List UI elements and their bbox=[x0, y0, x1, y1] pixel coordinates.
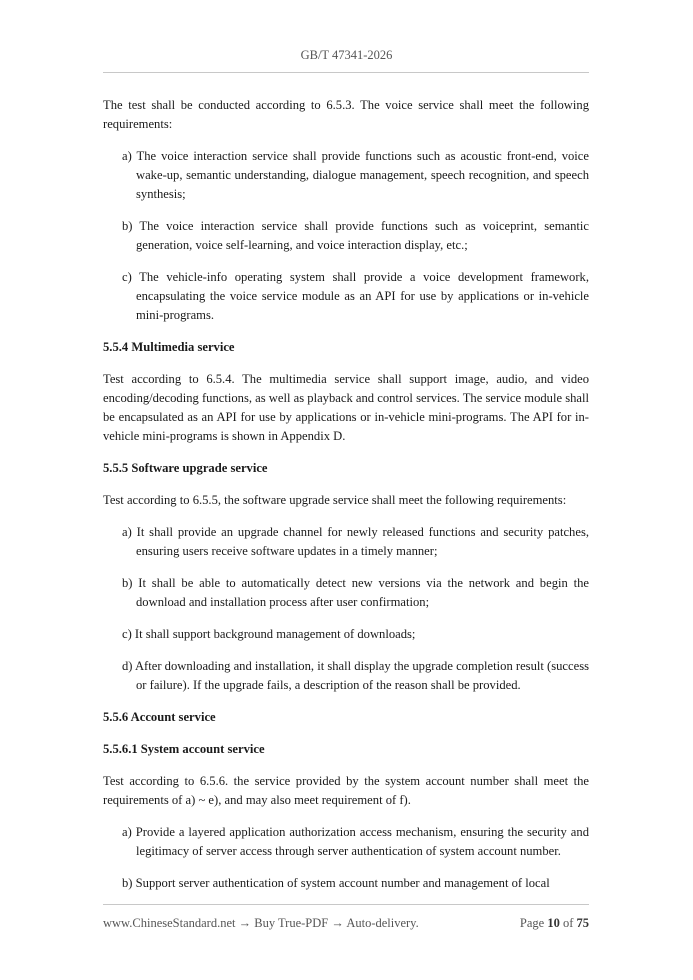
list-item: a) It shall provide an upgrade channel for newly released functions and security patches, ensuring users receive software updates in a timely manner; bbox=[122, 525, 589, 558]
list-item: a) The voice interaction service shall provide functions such as acoustic front-end, voice wake-up, semantic understanding, dialogue management, speech recognition, and speech synthesis; bbox=[122, 149, 589, 201]
page-label: Page bbox=[519, 916, 545, 930]
header-divider bbox=[103, 72, 589, 73]
voice-service-intro: The test shall be conducted according to 6.5.3. The voice service shall meet the following requirements: bbox=[103, 98, 589, 131]
page-indicator bbox=[520, 916, 589, 931]
section-heading-5-5-6: 5.5.6 Account service bbox=[103, 710, 216, 724]
account-intro: Test according to 6.5.6. the service provided by the system account number shall meet the requirements of a) ~ e), and may also meet requirement of f). bbox=[103, 774, 589, 807]
section-heading-5-5-5: 5.5.5 Software upgrade service bbox=[103, 461, 268, 475]
arrow-right-icon: → bbox=[331, 916, 344, 930]
section-heading-5-5-6-1: 5.5.6.1 System account service bbox=[103, 742, 265, 756]
list-item: c) It shall support background management of downloads; bbox=[122, 627, 416, 641]
list-item: b) It shall be able to automatically detect new versions via the network and begin the download and installation process after user confirmation; bbox=[122, 576, 589, 609]
document-body bbox=[103, 96, 589, 906]
list-item: c) The vehicle-info operating system shall provide a voice development framework, encapsulating the voice service module as an API for use by applications or in-vehicle mini-programs. bbox=[122, 270, 589, 322]
list-item: d) After downloading and installation, it shall display the upgrade completion result (success or failure). If the upgrade fails, a description of the reason shall be provided. bbox=[122, 659, 589, 692]
of-label: of bbox=[562, 916, 574, 930]
total-pages: 75 bbox=[576, 916, 589, 930]
page-number: 10 bbox=[547, 916, 560, 930]
arrow-right-icon: → bbox=[238, 916, 252, 930]
list-item: b) Support server authentication of system account number and management of local bbox=[122, 876, 550, 890]
footer-links bbox=[103, 916, 419, 931]
buy-pdf-link[interactable]: Buy True-PDF bbox=[254, 916, 329, 930]
list-item: b) The voice interaction service shall provide functions such as voiceprint, semantic generation, voice self-learning, and voice interaction display, etc.; bbox=[122, 219, 589, 252]
document-header: GB/T 47341-2026 bbox=[300, 48, 393, 62]
multimedia-paragraph: Test according to 6.5.4. The multimedia service shall support image, audio, and video encoding/decoding functions, as well as playback and control services. The service module shall be encapsulated as an API for use by applications or in-vehicle mini-programs. The API for in-vehicle mini-programs is shown in Appendix D. bbox=[103, 372, 589, 443]
section-heading-5-5-4: 5.5.4 Multimedia service bbox=[103, 340, 235, 354]
list-item: a) Provide a layered application authorization access mechanism, ensuring the security and legitimacy of server access through server authentication of system account number. bbox=[122, 825, 589, 858]
upgrade-intro: Test according to 6.5.5, the software upgrade service shall meet the following requirements: bbox=[103, 493, 567, 507]
footer-divider bbox=[103, 904, 589, 905]
site-link[interactable]: www.ChineseStandard.net bbox=[103, 916, 236, 930]
auto-delivery-text: Auto-delivery. bbox=[346, 916, 419, 930]
